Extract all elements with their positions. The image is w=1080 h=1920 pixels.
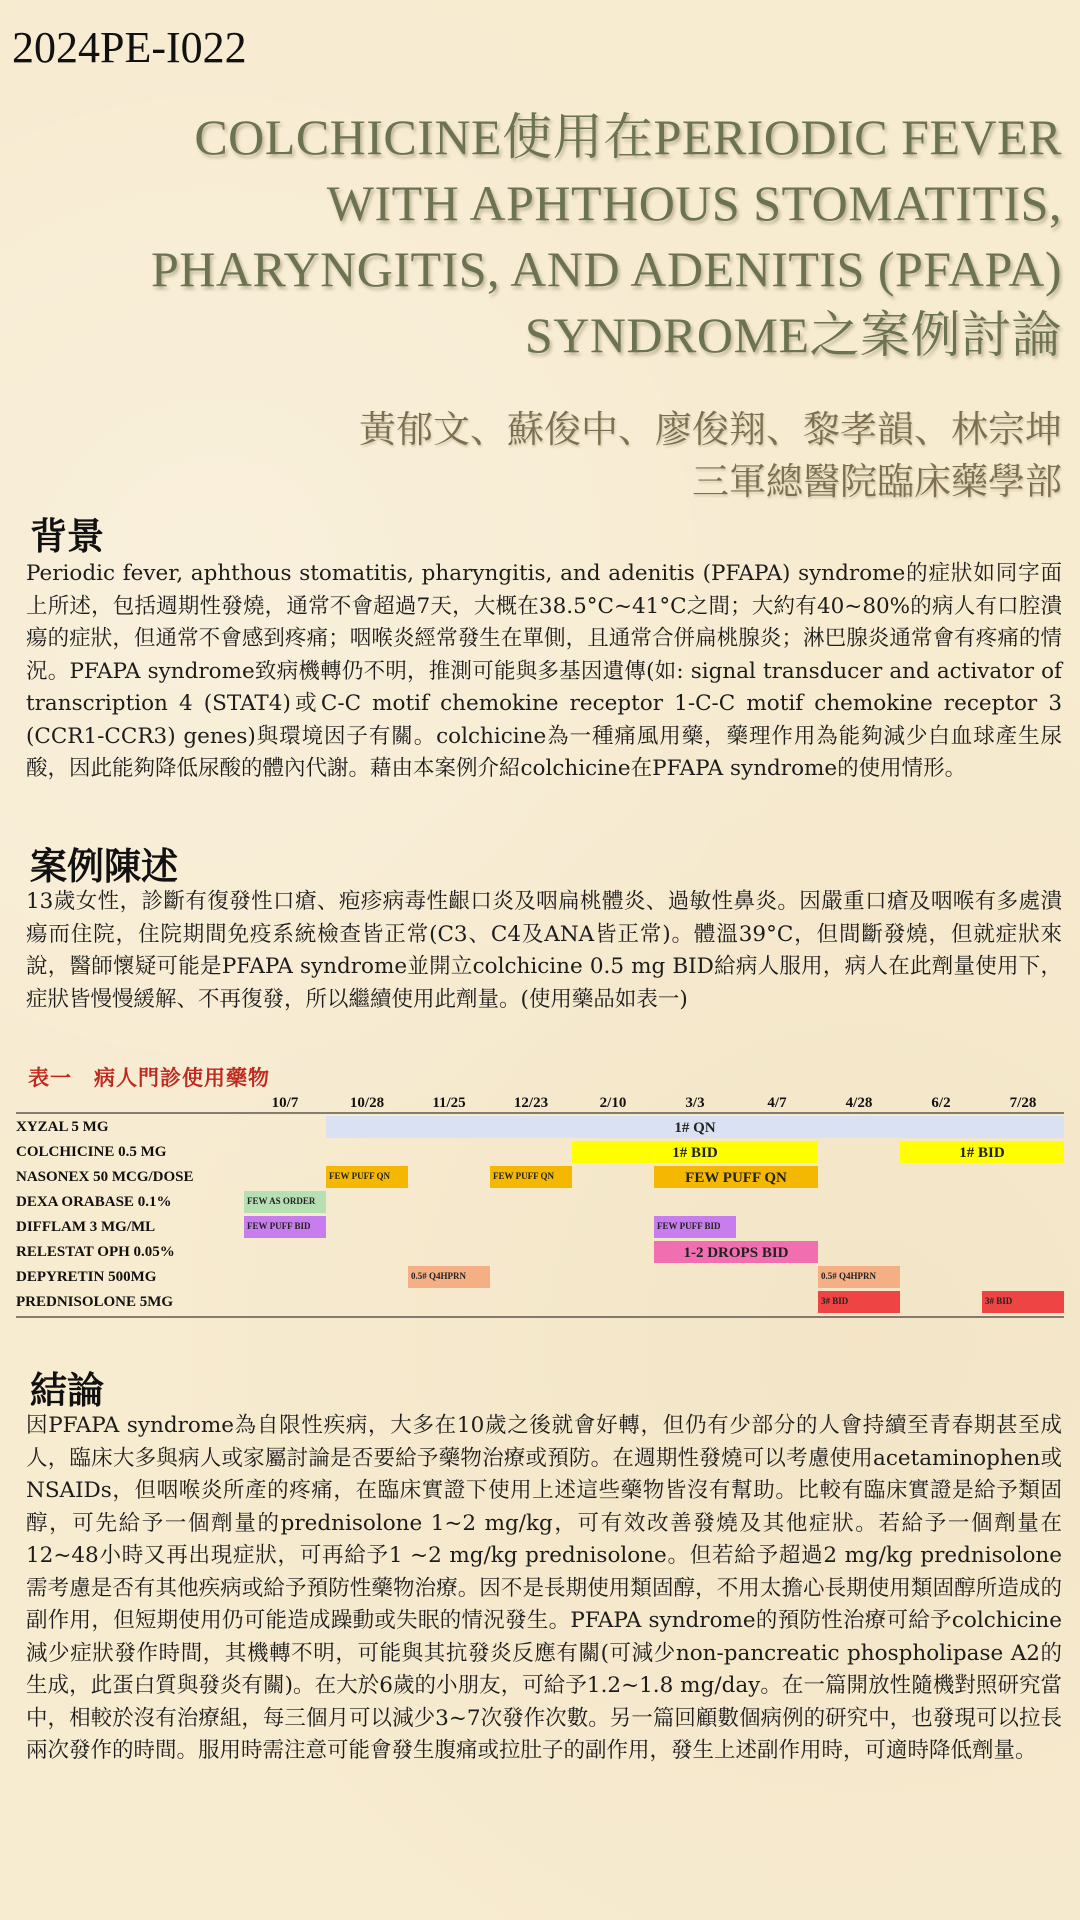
- medication-bar-label: 1# QN: [674, 1120, 716, 1136]
- medication-bar-label: FEW PUFF QN: [329, 1171, 390, 1181]
- drug-label: DIFFLAM 3 MG/ML: [16, 1219, 156, 1235]
- medication-bar-label: FEW PUFF QN: [493, 1171, 554, 1181]
- case-heading: 案例陳述: [30, 844, 178, 888]
- date-tick-label: 3/3: [685, 1095, 705, 1111]
- medication-bar-label: 1-2 DROPS BID: [683, 1245, 789, 1261]
- medication-bar-label: FEW PUFF QN: [685, 1170, 787, 1186]
- date-tick-label: 10/7: [271, 1095, 299, 1111]
- medication-bar-label: FEW PUFF BID: [657, 1221, 721, 1231]
- author-block: [62, 404, 1062, 508]
- drug-label: DEXA ORABASE 0.1%: [16, 1194, 172, 1210]
- background-heading: 背景: [30, 514, 104, 558]
- poster-title: [22, 104, 1062, 368]
- date-tick-label: 7/28: [1009, 1095, 1037, 1111]
- background-text: Periodic fever, aphthous stomatitis, pharyngitis, and adenitis (PFAPA) syndrome的症狀如同字面上所述，包括週期性發燒，通常不會超過7天，大概在38.5°C~41°C之間；大約有40~80%的病人有口腔潰瘍的症狀，但通常不會感到疼痛；咽喉炎經常發生在單側，且通常合併扁桃腺炎；淋巴腺炎通常會有疼痛的情況。PFAPA syndrome致病機轉仍不明，推測可能與多基因遺傳(如: signal transducer and activator of transcription 4 (STAT4)或C-C motif chemokine receptor 1-C-C motif chemokine receptor 3 (CCR1-CCR3) genes)與環境因子有關。colchicine為一種痛風用藥，藥理作用為能夠減少白血球產生尿酸，因此能夠降低尿酸的體內代謝。藉由本案例介紹colchicine在PFAPA syndrome的使用情形。: [26, 561, 1062, 781]
- title-line: WITH APHTHOUS STOMATITIS,: [326, 175, 1062, 231]
- authors: 黃郁文、蘇俊中、廖俊翔、黎孝韻、林宗坤: [359, 408, 1062, 451]
- title-line: SYNDROME之案例討論: [524, 307, 1062, 363]
- conclusion-heading: 結論: [30, 1368, 104, 1412]
- drug-label: RELESTAT OPH 0.05%: [16, 1244, 175, 1260]
- table-caption: 表一 病人門診使用藥物: [28, 1065, 270, 1090]
- medication-bar-label: FEW PUFF BID: [247, 1221, 311, 1231]
- drug-label: PREDNISOLONE 5MG: [16, 1294, 174, 1310]
- medication-bar-label: 3# BID: [821, 1296, 849, 1306]
- medication-bar-label: 1# BID: [672, 1145, 718, 1161]
- medication-bar-label: 0.5# Q4HPRN: [821, 1271, 876, 1281]
- title-line: PHARYNGITIS, AND ADENITIS (PFAPA): [150, 241, 1062, 297]
- medication-bar-label: 3# BID: [985, 1296, 1013, 1306]
- conclusion-text: 因PFAPA syndrome為自限性疾病，大多在10歲之後就會好轉，但仍有少部分的人會持續至青春期甚至成人，臨床大多與病人或家屬討論是否要給予藥物治療或預防。在週期性發燒可以考慮使用acetaminophen或NSAIDs，但咽喉炎所產的疼痛，在臨床實證下使用上述這些藥物皆沒有幫助。比較有臨床實證是給予類固醇，可先給予一個劑量的prednisolone 1~2 mg/kg，可有效改善發燒及其他症狀。若給予一個劑量在12~48小時又再出現症狀，可再給予1 ~2 mg/kg prednisolone。但若給予超過2 mg/kg prednisolone需考慮是否有其他疾病或給予預防性藥物治療。因不是長期使用類固醇，不用太擔心長期使用類固醇所造成的副作用，但短期使用仍可能造成躁動或失眠的情況發生。PFAPA syndrome的預防性治療可給予colchicine減少症狀發作時間，其機轉不明，可能與其抗發炎反應有關(可減少non-pancreatic phospholipase A2的生成，此蛋白質與發炎有關)。在大於6歲的小朋友，可給予1.2~1.8 mg/day。在一篇開放性隨機對照研究當中，相較於沒有治療組，每三個月可以減少3~7次發作次數。另一篇回顧數個病例的研究中，也發現可以拉長兩次發作的時間。服用時需注意可能會發生腹痛或拉肚子的副作用，發生上述副作用時，可適時降低劑量。: [26, 1413, 1062, 1763]
- poster-code: 2024PE-I022: [12, 23, 247, 72]
- drug-label: DEPYRETIN 500MG: [16, 1269, 157, 1285]
- medication-chart: [16, 1092, 1064, 1336]
- date-tick-label: 10/28: [349, 1095, 385, 1111]
- date-tick-label: 11/25: [432, 1095, 466, 1111]
- date-tick-label: 6/2: [931, 1095, 951, 1111]
- medication-bar-label: 0.5# Q4HPRN: [411, 1271, 466, 1281]
- date-tick-label: 4/28: [845, 1095, 873, 1111]
- date-tick-label: 2/10: [599, 1095, 627, 1111]
- drug-label: NASONEX 50 MCG/DOSE: [16, 1169, 194, 1185]
- medication-bar-label: 1# BID: [959, 1145, 1005, 1161]
- case-text: 13歲女性，診斷有復發性口瘡、疱疹病毒性齦口炎及咽扁桃體炎、過敏性鼻炎。因嚴重口瘡及咽喉有多處潰瘍而住院，住院期間免疫系統檢查皆正常(C3、C4及ANA皆正常)。體溫39°C，但間斷發燒，但就症狀來說，醫師懷疑可能是PFAPA syndrome並開立colchicine 0.5 mg BID給病人服用，病人在此劑量使用下，症狀皆慢慢緩解、不再復發，所以繼續使用此劑量。(使用藥品如表一): [26, 889, 1062, 1012]
- date-tick-label: 12/23: [513, 1095, 549, 1111]
- medication-bar-label: FEW AS ORDER: [247, 1196, 316, 1206]
- title-line: COLCHICINE使用在PERIODIC FEVER: [194, 109, 1062, 165]
- medication-chart-svg: [16, 1092, 1064, 1332]
- drug-label: XYZAL 5 MG: [16, 1119, 109, 1135]
- date-tick-label: 4/7: [767, 1095, 787, 1111]
- affiliation: 三軍總醫院臨床藥學部: [692, 460, 1062, 503]
- drug-label: COLCHICINE 0.5 MG: [16, 1144, 167, 1160]
